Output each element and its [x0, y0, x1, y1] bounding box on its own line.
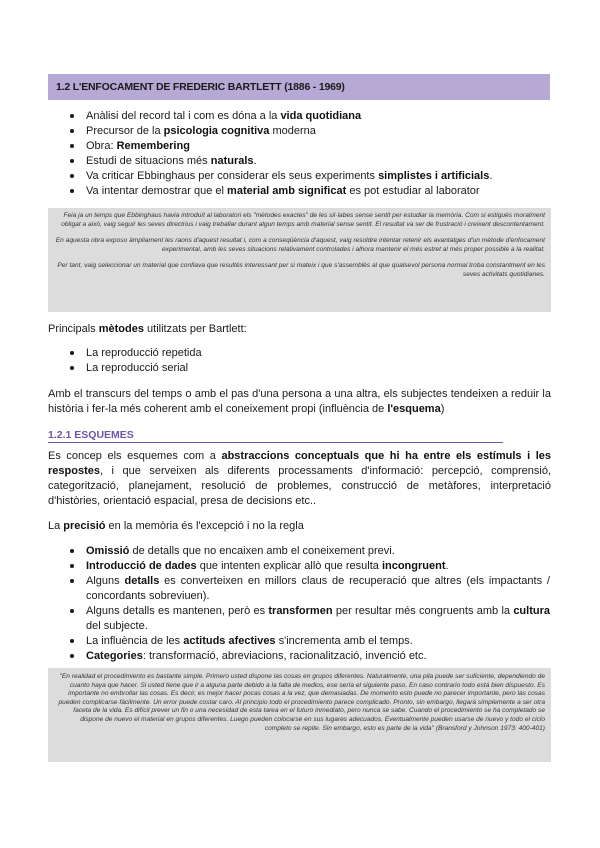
transcurs-paragraph: Amb el transcurs del temps o amb el pas d'una persona a una altra, els subjectes tendeixen a reduir la història i fer-la més coherent amb el coneixement propi (influència de l'esquema) [48, 388, 551, 415]
intro-list [70, 109, 540, 199]
subsection-heading: 1.2.1 ESQUEMES [48, 428, 503, 443]
quote-paragraph: Feia ja un temps que Ebbinghaus havia introduït al laboratori els "mètodes exactes" de les sil·labes sense sentit per estudiar la memòria. Com si estigués moralment obligat a això, vaig seguir les seves directrius i vaig treballar durant algun temps amb material sense sentit. El resultat va ser de frustració i creixent descontentament. [61, 212, 545, 228]
bartlett-quote-box [48, 208, 551, 312]
list-item: Va intentar demostrar que el material amb significat es pot estudiar al laborator [70, 184, 540, 199]
quote-paragraph: "En realidad el procedimiento es bastante simple. Primero usted dispone las cosas en grupos diferentes. Naturalmente, una pila puede ser suficiente, dependiendo de cuanto haya que hacer. Si usted tiene que ir a alguna parte debido a la falta de medios, ese sería el siguiente paso. En caso contrario todo está bien dispuesto. Es importante no embrollar las cosas. Es decir, es mejor hacer pocas cosas a la vez, que demasiadas. De momento esto puede no parecer importante, pero las cosas pueden complicarse fácilmente. Un error puede costar caro. Al principio todo el procedimiento parece complicado. Pronto, sin embargo, llegará simplemente a ser otra faceta de la vida. Es difícil prever un fin o una necesidad de esta tarea en el futuro inmediato, pero nunca se sabe. Cuando el procedimiento se ha completado se dispone de nuevo el material en grupos diferentes. Luego pueden colocarse en sus lugares adecuados. Eventualmente pueden usarse de nuevo y todo el ciclo completo se repite. Sin embargo, esto es parte de la vida" (Bransford y Johnson 1973: 400-401) [58, 673, 545, 732]
esquemes-paragraph: Es concep els esquemes com a abstraccions conceptuals que hi ha entre els estímuls i les respostes, i que serveixen als diferents processaments d'informació: percepció, comprensió, categorització, planejament, resolució de problemes, construcció de metàfores, interpretació d'històries, orientació espacial, presa de decisions etc.. [48, 450, 552, 507]
methods-list [70, 346, 540, 376]
list-item: Anàlisi del record tal i com es dóna a la vida quotidiana [70, 109, 540, 124]
quote-paragraph: En aquesta obra exposo àmpliament les raons d'aquest resultat i, com a conseqüència d'aquest, vaig resoldre intentar retenir els avantatges d'un mètode d'enfocament experimental, amb les seves situacions relativament controlades i alhora mantenir el més estret al més proper possible a la realitat. [55, 237, 545, 253]
list-item: Va criticar Ebbinghaus per considerar els seus experiments simplistes i artificials. [70, 169, 540, 184]
precisio-list [70, 544, 550, 664]
list-item: Alguns detalls es converteixen en millors claus de recuperació que altres (els impactants / concordants sobreviuen). [70, 574, 550, 604]
section-heading: 1.2 L'ENFOCAMENT DE FREDERIC BARTLETT (1886 - 1969) [48, 74, 550, 100]
list-item: Estudi de situacions més naturals. [70, 154, 540, 169]
precisio-paragraph: La precisió en la memòria és l'excepció i no la regla [48, 520, 304, 532]
methods-intro: Principals mètodes utilitzats per Bartlett: [48, 323, 247, 335]
list-item: Precursor de la psicologia cognitiva moderna [70, 124, 540, 139]
quote-paragraph: Per tant, vaig seleccionar un material que confiava que resultés interessant per si mateix i que s'assemblés al que qualsevol persona normal troba constantment en les seves activitats quotidianes. [57, 262, 545, 278]
list-item: Categories: transformació, abreviacions, racionalització, invenció etc. [70, 649, 550, 664]
list-item: Omissió de detalls que no encaixen amb el coneixement previ. [70, 544, 550, 559]
bransford-quote-box [48, 668, 551, 762]
list-item: La reproducció repetida [70, 346, 540, 361]
list-item: Obra: Remembering [70, 139, 540, 154]
list-item: Alguns detalls es mantenen, però es transformen per resultar més congruents amb la cultura del subjecte. [70, 604, 550, 634]
list-item: La influència de les actituds afectives s'incrementa amb el temps. [70, 634, 550, 649]
list-item: La reproducció serial [70, 361, 540, 376]
list-item: Introducció de dades que intenten explicar allò que resulta incongruent. [70, 559, 550, 574]
